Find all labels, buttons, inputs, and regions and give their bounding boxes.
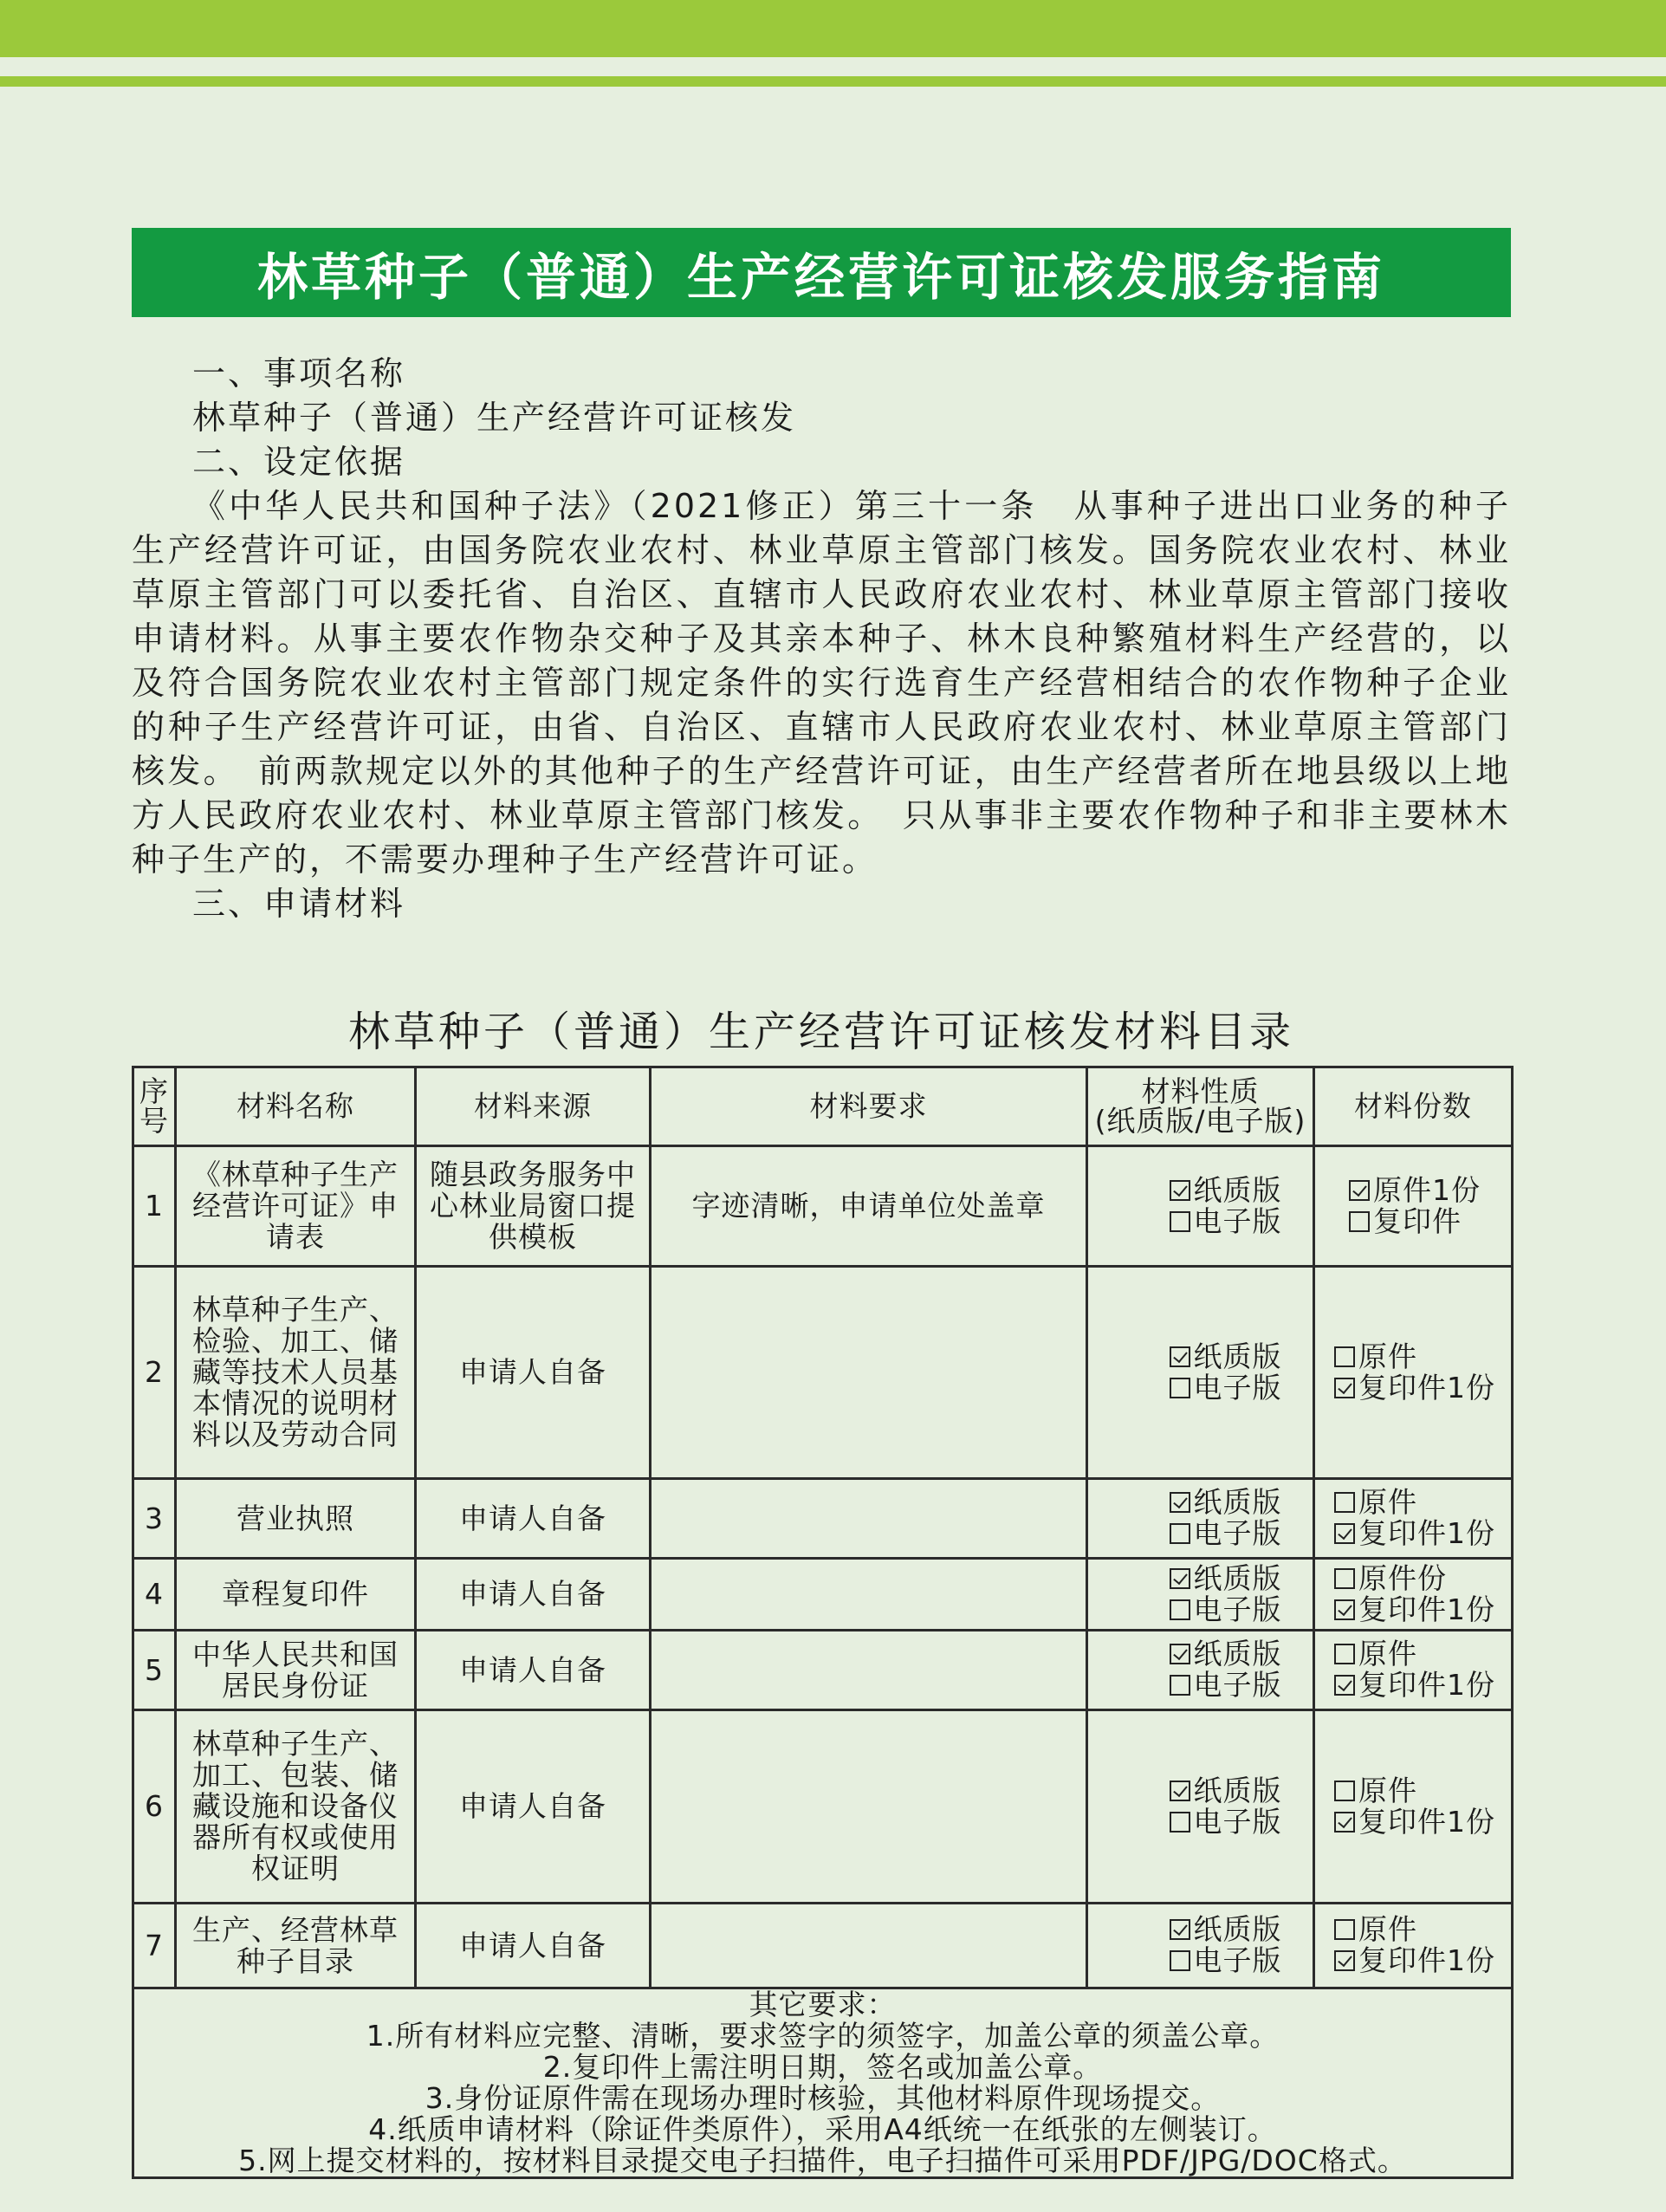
copies-checkbox-list: [1334, 1775, 1495, 1838]
table-row: [133, 1631, 1513, 1710]
nature-option: [1170, 1518, 1282, 1549]
copies-checkbox-list: [1334, 1914, 1495, 1976]
copies-option: [1334, 1775, 1495, 1807]
row-source: 申请人自备: [416, 1631, 651, 1710]
nature-option: [1170, 1594, 1282, 1625]
copies-option-label: 原件: [1358, 1773, 1417, 1807]
row-copies: [1314, 1559, 1513, 1631]
table-row: [133, 1559, 1513, 1631]
nature-option: [1170, 1914, 1282, 1945]
row-requirement: [651, 1479, 1087, 1559]
note-item: 1.所有材料应完整、清晰，要求签字的须签字，加盖公章的须盖公章。: [366, 2019, 1280, 2053]
copies-option: [1334, 1670, 1495, 1701]
table-row: [133, 1267, 1513, 1479]
empty-box-icon: [1170, 1599, 1190, 1620]
nature-option-label: 电子版: [1193, 1804, 1282, 1839]
table-row: [133, 1479, 1513, 1559]
other-requirements: [133, 1988, 1513, 2178]
note-item: 5.网上提交材料的，按材料目录提交电子扫描件，电子扫描件可采用PDF/JPG/DOC格式。: [238, 2144, 1407, 2177]
copies-checkbox-list: [1334, 1638, 1495, 1701]
checked-box-icon: [1334, 1599, 1355, 1620]
empty-box-icon: [1170, 1378, 1190, 1398]
row-copies: [1314, 1267, 1513, 1479]
nature-option: [1170, 1372, 1282, 1404]
empty-box-icon: [1334, 1781, 1355, 1801]
row-requirement: [651, 1631, 1087, 1710]
empty-box-icon: [1334, 1919, 1355, 1940]
nature-checkbox-list: [1170, 1487, 1282, 1549]
copies-option: [1334, 1804, 1495, 1839]
checked-box-icon: [1170, 1492, 1190, 1513]
row-material-name: 中华人民共和国居民身份证: [176, 1631, 416, 1710]
empty-box-icon: [1334, 1568, 1355, 1589]
nature-checkbox-list: [1170, 1172, 1282, 1238]
empty-box-icon: [1170, 1812, 1190, 1833]
table-header-row: [133, 1067, 1513, 1146]
nature-option: [1170, 1670, 1282, 1701]
checked-box-icon: [1170, 1568, 1190, 1589]
nature-option-label: 纸质版: [1193, 1560, 1282, 1595]
row-requirement: 字迹清晰，申请单位处盖章: [651, 1146, 1087, 1267]
nature-option-label: 电子版: [1193, 1943, 1282, 1977]
copies-option: [1349, 1172, 1481, 1207]
row-requirement: [651, 1904, 1087, 1988]
row-seq: 7: [133, 1904, 176, 1988]
empty-box-icon: [1170, 1523, 1190, 1544]
empty-box-icon: [1334, 1346, 1355, 1367]
nature-option: [1170, 1487, 1282, 1518]
copies-option-label: 复印件1份: [1358, 1516, 1495, 1550]
nature-option: [1170, 1775, 1282, 1807]
row-nature: [1087, 1267, 1314, 1479]
checked-box-icon: [1170, 1919, 1190, 1940]
page-title-bar: [132, 228, 1511, 317]
copies-option: [1349, 1203, 1481, 1238]
checked-box-icon: [1334, 1523, 1355, 1544]
row-copies: [1314, 1904, 1513, 1988]
nature-option-label: 纸质版: [1193, 1773, 1282, 1807]
header-source: 材料来源: [416, 1067, 651, 1146]
nature-option-label: 电子版: [1193, 1592, 1282, 1626]
nature-option: [1170, 1341, 1282, 1372]
row-requirement: [651, 1267, 1087, 1479]
checked-box-icon: [1334, 1950, 1355, 1971]
header-nature: 材料性质 (纸质版/电子版): [1087, 1067, 1314, 1146]
row-material-name: 章程复印件: [176, 1559, 416, 1631]
row-seq: 4: [133, 1559, 176, 1631]
row-nature: [1087, 1146, 1314, 1267]
copies-option-label: 复印件1份: [1358, 1668, 1495, 1702]
header-seq: 序 号: [133, 1067, 176, 1146]
materials-table: [132, 1066, 1514, 2179]
row-source: 申请人自备: [416, 1479, 651, 1559]
checked-box-icon: [1334, 1378, 1355, 1398]
table-row: [133, 1904, 1513, 1988]
notes-title: 其它要求：: [749, 1988, 897, 2021]
note-item: 2.复印件上需注明日期，签名或加盖公章。: [542, 2050, 1103, 2084]
copies-option-label: 复印件: [1373, 1203, 1462, 1238]
nature-option-label: 纸质版: [1193, 1485, 1282, 1519]
row-copies: [1314, 1710, 1513, 1904]
row-seq: 2: [133, 1267, 176, 1479]
table-row: [133, 1146, 1513, 1267]
copies-option: [1334, 1487, 1495, 1518]
row-seq: 6: [133, 1710, 176, 1904]
notes-row: [133, 1988, 1513, 2178]
copies-option-label: 复印件1份: [1358, 1943, 1495, 1977]
top-green-stripe: [0, 76, 1666, 87]
section-2-heading: 二、设定依据: [192, 443, 406, 481]
row-source: 随县政务服务中心林业局窗口提供模板: [416, 1146, 651, 1267]
row-material-name: 《林草种子生产经营许可证》申请表: [176, 1146, 416, 1267]
copies-option-label: 原件份: [1358, 1560, 1447, 1595]
copies-option-label: 原件: [1358, 1912, 1417, 1946]
nature-option-label: 电子版: [1193, 1370, 1282, 1404]
copies-option-label: 原件1份: [1373, 1172, 1481, 1207]
empty-box-icon: [1170, 1675, 1190, 1696]
empty-box-icon: [1349, 1211, 1370, 1232]
nature-option: [1170, 1560, 1282, 1595]
header-name: 材料名称: [176, 1067, 416, 1146]
copies-option-label: 复印件1份: [1358, 1370, 1495, 1404]
materials-table-title: 林草种子（普通）生产经营许可证核发材料目录: [347, 1008, 1294, 1056]
section-2-content: 《中华人民共和国种子法》（2021修正）第三十一条 从事种子进出口业务的种子生产经营许可证，由国务院农业农村、林业草原主管部门核发。国务院农业农村、林业草原主管部门可以委托省、自治区、直辖市人民政府农业农村、林业草原主管部门接收申请材料。从事主要农作物杂交种子及其亲本种子、林木良种繁殖材料生产经营的，以及符合国务院农业农村主管部门规定条件的实行选育生产经营相结合的农作物种子企业的种子生产经营许可证，由省、自治区、直辖市人民政府农业农村、林业草原主管部门核发。 前两款规定以外的其他种子的生产经营许可证，由生产经营者所在地县级以上地方人民政府农业农村、林业草原主管部门核发。 只从事非主要农作物种子和非主要林木种子生产的，不需要办理种子生产经营许可证。: [132, 487, 1511, 879]
note-item: 3.身份证原件需在现场办理时核验，其他材料原件现场提交。: [425, 2081, 1221, 2115]
nature-option-label: 电子版: [1193, 1668, 1282, 1702]
row-source: 申请人自备: [416, 1267, 651, 1479]
copies-option: [1334, 1945, 1495, 1976]
empty-box-icon: [1170, 1950, 1190, 1971]
row-material-name: 林草种子生产、检验、加工、储藏等技术人员基本情况的说明材料以及劳动合同: [176, 1267, 416, 1479]
copies-checkbox-list: [1334, 1487, 1495, 1549]
checked-box-icon: [1170, 1180, 1190, 1201]
copies-checkbox-list: [1334, 1341, 1495, 1404]
row-material-name: 生产、经营林草种子目录: [176, 1904, 416, 1988]
page-title: 林草种子（普通）生产经营许可证核发服务指南: [256, 247, 1385, 307]
copies-option-label: 复印件1份: [1358, 1804, 1495, 1839]
nature-checkbox-list: [1170, 1775, 1282, 1838]
copies-option-label: 原件: [1358, 1339, 1417, 1373]
guide-body: [132, 352, 1511, 926]
copies-option: [1334, 1341, 1495, 1372]
nature-option: [1170, 1945, 1282, 1976]
nature-option: [1170, 1804, 1282, 1839]
empty-box-icon: [1334, 1644, 1355, 1664]
copies-option-label: 复印件1份: [1358, 1592, 1495, 1626]
copies-option: [1334, 1638, 1495, 1670]
nature-checkbox-list: [1170, 1914, 1282, 1976]
nature-option-label: 纸质版: [1193, 1637, 1282, 1670]
row-nature: [1087, 1631, 1314, 1710]
nature-checkbox-list: [1170, 1341, 1282, 1404]
row-copies: [1314, 1631, 1513, 1710]
header-copies: 材料份数: [1314, 1067, 1513, 1146]
checked-box-icon: [1170, 1346, 1190, 1367]
nature-option: [1170, 1172, 1282, 1207]
copies-option-label: 原件: [1358, 1485, 1417, 1519]
empty-box-icon: [1334, 1492, 1355, 1513]
row-material-name: 林草种子生产、加工、包装、储藏设施和设备仪器所有权或使用权证明: [176, 1710, 416, 1904]
nature-checkbox-list: [1170, 1560, 1282, 1626]
row-nature: [1087, 1479, 1314, 1559]
nature-option: [1170, 1203, 1282, 1238]
row-nature: [1087, 1710, 1314, 1904]
nature-option: [1170, 1638, 1282, 1670]
copies-option: [1334, 1560, 1495, 1595]
top-green-band: [0, 0, 1666, 57]
section-3-heading: 三、申请材料: [192, 885, 406, 923]
nature-option-label: 纸质版: [1193, 1339, 1282, 1373]
checked-box-icon: [1334, 1812, 1355, 1833]
table-row: [133, 1710, 1513, 1904]
section-1-content: 林草种子（普通）生产经营许可证核发: [192, 399, 797, 437]
row-source: 申请人自备: [416, 1710, 651, 1904]
copies-checkbox-list: [1334, 1560, 1495, 1626]
checked-box-icon: [1170, 1644, 1190, 1664]
row-seq: 3: [133, 1479, 176, 1559]
row-source: 申请人自备: [416, 1559, 651, 1631]
row-source: 申请人自备: [416, 1904, 651, 1988]
copies-option: [1334, 1372, 1495, 1404]
row-material-name: 营业执照: [176, 1479, 416, 1559]
nature-option-label: 电子版: [1193, 1516, 1282, 1550]
checked-box-icon: [1349, 1180, 1370, 1201]
row-seq: 1: [133, 1146, 176, 1267]
copies-checkbox-list: [1349, 1172, 1481, 1238]
nature-checkbox-list: [1170, 1638, 1282, 1701]
copies-option-label: 原件: [1358, 1637, 1417, 1670]
checked-box-icon: [1334, 1675, 1355, 1696]
nature-option-label: 纸质版: [1193, 1912, 1282, 1946]
row-nature: [1087, 1904, 1314, 1988]
section-1-heading: 一、事项名称: [192, 354, 406, 392]
empty-box-icon: [1170, 1211, 1190, 1232]
nature-option-label: 电子版: [1193, 1203, 1282, 1238]
note-item: 4.纸质申请材料（除证件类原件），采用A4纸统一在纸张的左侧装订。: [368, 2112, 1277, 2146]
row-nature: [1087, 1559, 1314, 1631]
row-copies: [1314, 1479, 1513, 1559]
row-requirement: [651, 1710, 1087, 1904]
copies-option: [1334, 1518, 1495, 1549]
row-seq: 5: [133, 1631, 176, 1710]
header-requirement: 材料要求: [651, 1067, 1087, 1146]
checked-box-icon: [1170, 1781, 1190, 1801]
copies-option: [1334, 1914, 1495, 1945]
copies-option: [1334, 1594, 1495, 1625]
row-copies: [1314, 1146, 1513, 1267]
nature-option-label: 纸质版: [1193, 1172, 1282, 1207]
row-requirement: [651, 1559, 1087, 1631]
